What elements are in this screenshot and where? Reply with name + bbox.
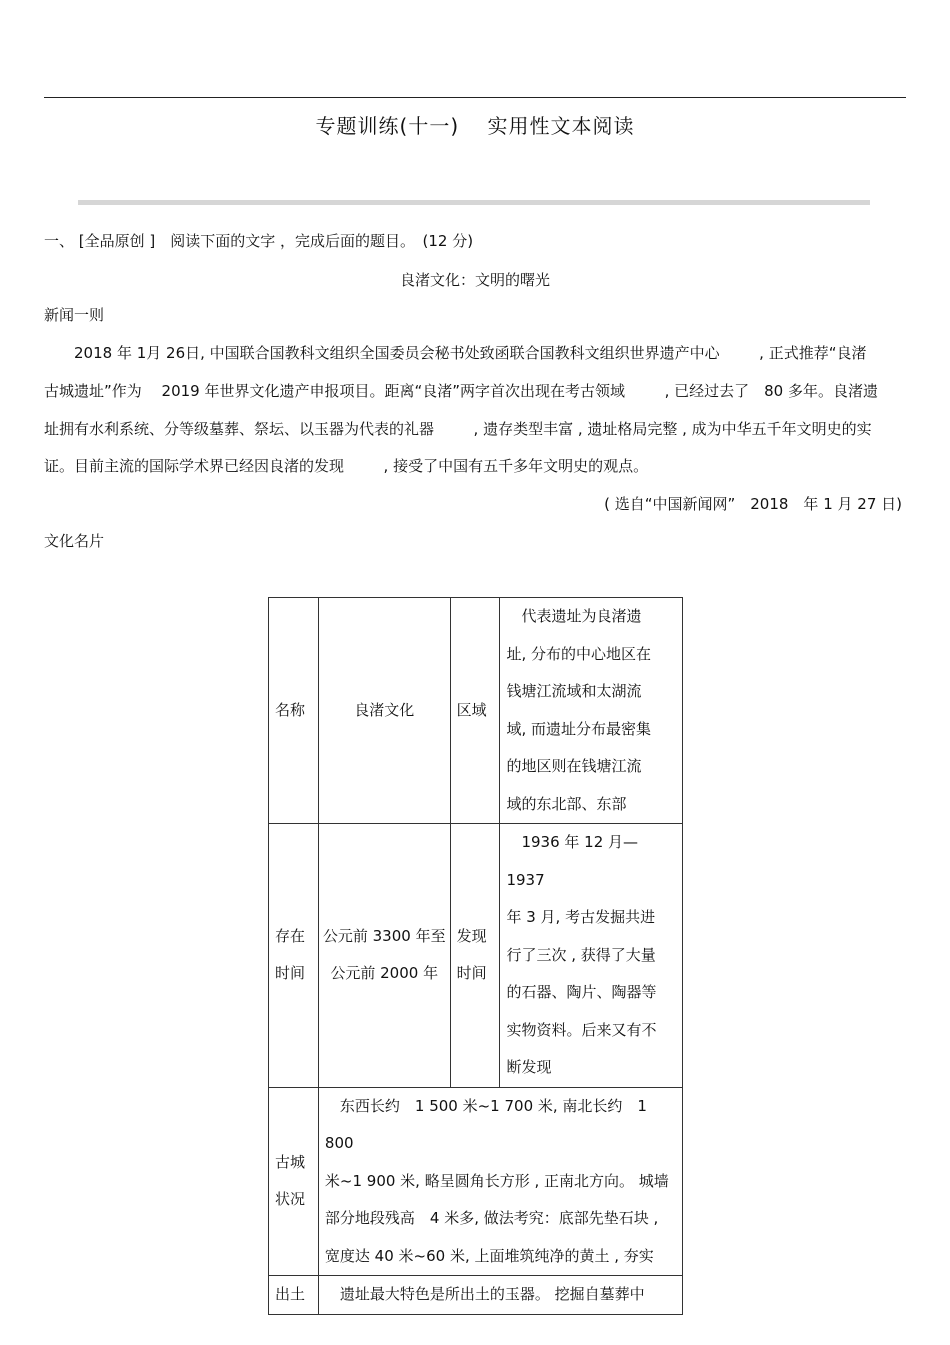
culture-card-table-wrapper	[268, 597, 684, 1303]
value-period: 公元前 3300 年至 公元前 2000 年	[318, 824, 450, 1088]
label-discovery: 发现 时间	[450, 824, 500, 1088]
label-region: 区域	[450, 598, 500, 824]
section-label-card: 文化名片	[44, 532, 105, 550]
value-city-status: 东西长约 1 500 米~1 700 米, 南北长约 1 800 米~1 900 米, 略呈圆角长方形 , 正南北方向。 城墙 部分地段残高 4 米多, 做法考究：底部先垫石块 , 宽度达 40 米~60 米, 上面堆筑纯净的黄土 , 夯实	[318, 1087, 682, 1276]
passage-title: 良渚文化：文明的曙光	[399, 271, 550, 289]
table-row	[269, 598, 683, 824]
section-label-news: 新闻一则	[44, 306, 105, 324]
label-unearthed: 出土	[269, 1276, 319, 1315]
header-rule	[44, 97, 906, 98]
news-line: 2018 年 1月 26日, 中国联合国教科文组织全国委员会秘书处致函联合国教科文组织世界遗产中心 , 正式推荐“良渚	[44, 344, 867, 362]
value-region: 代表遗址为良渚遗 址, 分布的中心地区在 钱塘江流域和太湖流 域, 而遗址分布最密集 的地区则在钱塘江流 域的东北部、东部	[500, 598, 683, 824]
table-row	[269, 1087, 683, 1276]
page-title: 专题训练(十一) 实用性文本阅读	[315, 114, 635, 138]
news-line: 址拥有水利系统、分等级墓葬、祭坛、以玉器为代表的礼器 , 遗存类型丰富 , 遗址格局完整 , 成为中华五千年文明史的实	[44, 420, 872, 438]
news-source: ( 选自“中国新闻网” 2018 年 1 月 27 日)	[604, 495, 902, 513]
label-period: 存在 时间	[269, 824, 319, 1088]
question-stem: 一、 [全品原创 ] 阅读下面的文字 ，完成后面的题目。 (12 分)	[44, 232, 474, 250]
label-name: 名称	[269, 598, 319, 824]
news-line: 古城遗址”作为 2019 年世界文化遗产申报项目。距离“良渚”两字首次出现在考古领域 , 已经过去了 80 多年。良渚遗	[44, 382, 878, 400]
table-row	[269, 1276, 683, 1315]
culture-card-table	[268, 597, 683, 1315]
label-city-status: 古城 状况	[269, 1087, 319, 1276]
table-row	[269, 824, 683, 1088]
value-name: 良渚文化	[318, 598, 450, 824]
value-unearthed: 遗址最大特色是所出土的玉器。 挖掘自墓葬中	[318, 1276, 682, 1315]
title-divider	[78, 200, 870, 205]
value-discovery: 1936 年 12 月— 1937 年 3 月, 考古发掘共进 行了三次 , 获得了大量 的石器、陶片、陶器等 实物资料。后来又有不 断发现	[500, 824, 683, 1088]
news-line: 证。目前主流的国际学术界已经因良渚的发现 , 接受了中国有五千多年文明史的观点。	[44, 457, 649, 475]
